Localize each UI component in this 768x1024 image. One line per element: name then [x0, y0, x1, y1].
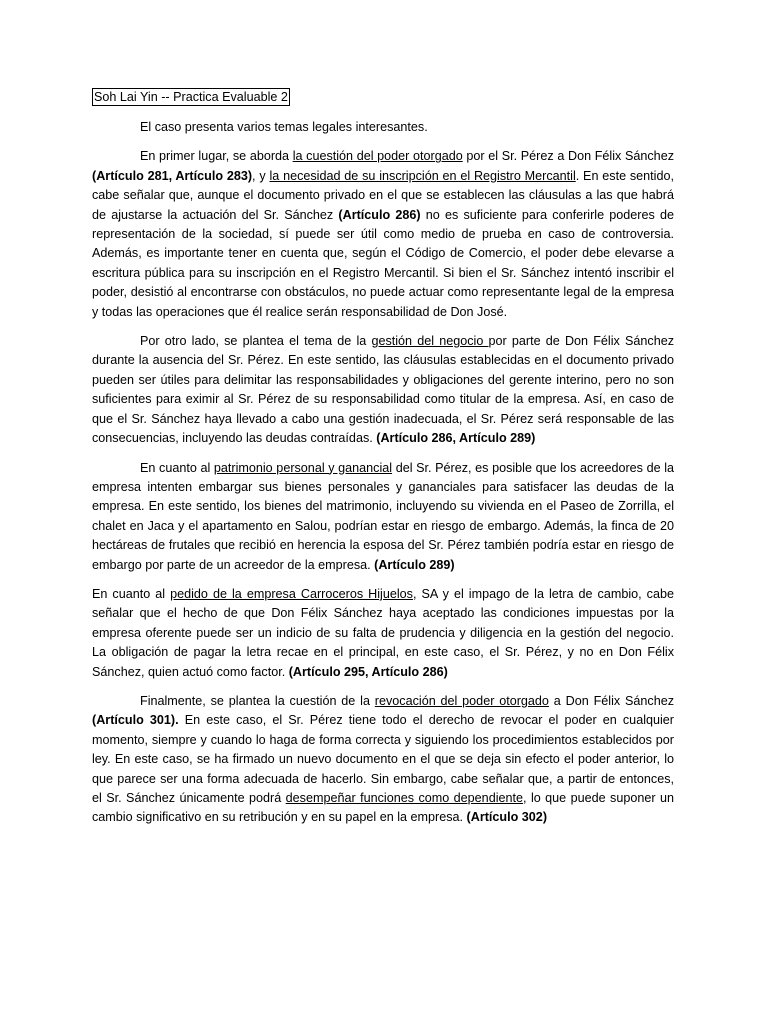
text-run: Por otro lado, se plantea el tema de la [140, 334, 372, 349]
text-run: En cuanto al [140, 460, 214, 475]
text-run: no es suficiente para conferirle poderes de representación de la sociedad, sí puede ser útil como medio de prueba en caso de controversia. Además, es importante tener en cuenta que, según el Código de Comercio, el poder debe elevarse a escritura pública para su inscripción en el Registro Mercantil. Si bien el Sr. Sánchez intentó inscribir el poder, desistió al encontrarse con obstáculos, no puede actuar como representante legal de la empresa y todas las operaciones que él realice serán responsabilidad de Don José. [92, 207, 674, 319]
text-run: Finalmente, se plantea la cuestión de la [140, 693, 375, 708]
document-title: Soh Lai Yin -- Practica Evaluable 2 [94, 90, 288, 104]
underlined-phrase: pedido de la empresa Carroceros Hijuelos [170, 586, 413, 601]
article-reference: (Artículo 281, Artículo 283) [92, 168, 253, 183]
underlined-phrase: patrimonio personal y ganancial [213, 460, 393, 475]
text-run: En primer lugar, se aborda [140, 149, 293, 164]
paragraph-pedido [92, 585, 674, 682]
paragraph-patrimonio [92, 459, 674, 575]
article-reference: (Artículo 302) [466, 810, 548, 825]
underlined-phrase: desempeñar funciones como dependiente [285, 791, 524, 805]
paragraph-revocacion [92, 692, 674, 828]
article-reference: (Artículo 286) [338, 207, 421, 222]
underlined-phrase: revocación del poder otorgado [374, 693, 549, 708]
paragraph-gestion [92, 332, 674, 448]
underlined-phrase: gestión del negocio [371, 334, 489, 349]
text-run: , y [252, 168, 270, 183]
text-run: , SA y el impago de la letra de cambio, cabe señalar que el hecho de que Don Félix Sánchez haya aceptado las condiciones impuestas por la empresa oferente puede ser un indicio de su falta de prudencia y diligencia en la gestión del negocio. La obligación de pagar la letra recae en el principal, en este caso, el Sr. Pérez, y no en Don Félix Sánchez, quien actuó como factor. [92, 586, 674, 679]
underlined-phrase: la cuestión del poder otorgado [292, 149, 463, 164]
text-run: a Don Félix Sánchez [548, 693, 675, 708]
paragraph-intro: El caso presenta varios temas legales interesantes. [140, 120, 428, 134]
text-run: En este caso, el Sr. Pérez tiene todo el derecho de revocar el poder en cualquier momento, siempre y cuando lo haga de forma correcta y siguiendo los procedimientos establecidos por ley. En este caso, se ha firmado un nuevo documento en el que se deja sin efecto el poder anterior, lo que parece ser una forma adecuada de hacerlo. Sin embargo, cabe señalar que, a partir de entonces, el Sr. Sánchez únicamente podrá [92, 713, 674, 805]
text-run: . En este sentido, cabe señalar que, aunque el documento privado en el que se establecen las cláusulas a las que habrá de ajustarse la actuación del Sr. Sánchez [92, 168, 674, 222]
article-reference: (Artículo 301). [92, 713, 179, 728]
text-run: En cuanto al [92, 586, 171, 601]
article-reference: (Artículo 289) [374, 557, 455, 572]
text-run: , lo que puede suponer un cambio significativo en su retribución y en su papel en la empresa. [92, 791, 675, 825]
article-reference: (Artículo 286, Artículo 289) [376, 431, 536, 446]
document-page [92, 88, 674, 838]
text-run: por parte de Don Félix Sánchez durante la ausencia del Sr. Pérez. En este sentido, las cláusulas establecidas en el documento privado pueden ser útiles para delimitar las responsabilidades y obligaciones del gerente interino, pero no son suficientes para eximir al Sr. Pérez de su responsabilidad como titular de la empresa. Así, en caso de que el Sr. Sánchez haya llevado a cabo una gestión inadecuada, el Sr. Pérez será responsable de las consecuencias, incluyendo las deudas contraídas. [92, 334, 674, 446]
text-run: por el Sr. Pérez a Don Félix Sánchez [462, 149, 674, 164]
paragraph-poder [92, 147, 674, 322]
underlined-phrase: la necesidad de su inscripción en el Registro Mercantil [269, 168, 576, 183]
article-reference: (Artículo 295, Artículo 286) [288, 664, 448, 679]
text-run: del Sr. Pérez, es posible que los acreedores de la empresa intenten embargar sus bienes personales y gananciales para satisfacer las deudas de la empresa. En este sentido, los bienes del matrimonio, incluyendo su vivienda en el Paseo de Zorrilla, el chalet en Jaca y el apartamento en Salou, podrían estar en riesgo de embargo. Además, la finca de 20 hectáreas de frutales que recibió en herencia la esposa del Sr. Pérez también podría estar en riesgo de embargo por parte de un acreedor de la empresa. [92, 460, 675, 572]
